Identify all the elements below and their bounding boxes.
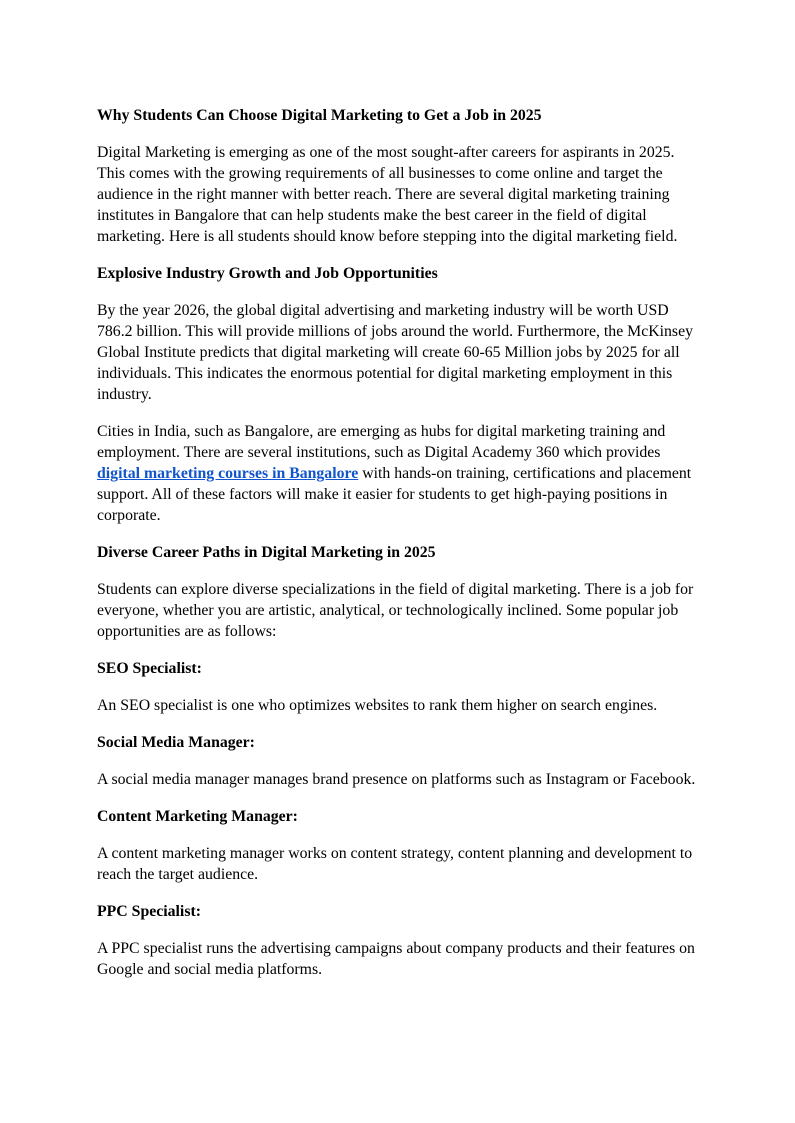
industry-paragraph-2-after-link: with hands-on training, certifications and placement support. All of these factors will make it easier for students to get high-paying positions in corporate. <box>97 465 692 524</box>
industry-paragraph-2 <box>97 421 698 526</box>
document-title: Why Students Can Choose Digital Marketing to Get a Job in 2025 <box>97 107 542 124</box>
role-section-seo-specialist <box>97 658 698 716</box>
heading-career-paths: Diverse Career Paths in Digital Marketing in 2025 <box>97 544 436 561</box>
role-description-ppc-specialist: A PPC specialist runs the advertising campaigns about company products and their features on Google and social media platforms. <box>97 940 695 978</box>
role-title-seo-specialist: SEO Specialist: <box>97 660 202 677</box>
role-description-content-marketing-manager: A content marketing manager works on content strategy, content planning and development to reach the target audience. <box>97 845 693 883</box>
role-title-social-media-manager: Social Media Manager: <box>97 734 255 751</box>
industry-paragraph-1: By the year 2026, the global digital advertising and marketing industry will be worth USD 786.2 billion. This will provide millions of jobs around the world. Furthermore, the McKinsey Global Institute predicts that digital marketing will create 60-65 Million jobs by 2025 for all individuals. This indicates the enormous potential for digital marketing employment in this industry. <box>97 302 693 403</box>
industry-paragraph-2-before-link: Cities in India, such as Bangalore, are emerging as hubs for digital marketing training and employment. There are several institutions, such as Digital Academy 360 which provides <box>97 423 666 461</box>
role-section-ppc-specialist <box>97 901 698 980</box>
role-title-content-marketing-manager: Content Marketing Manager: <box>97 808 298 825</box>
role-section-content-marketing-manager <box>97 806 698 885</box>
role-title-ppc-specialist: PPC Specialist: <box>97 903 201 920</box>
careers-intro-paragraph: Students can explore diverse specializations in the field of digital marketing. There is a job for everyone, whether you are artistic, analytical, or technologically inclined. Some popular job opportunities are as follows: <box>97 581 694 640</box>
role-section-social-media-manager <box>97 732 698 790</box>
digital-marketing-courses-link[interactable]: digital marketing courses in Bangalore <box>97 465 359 482</box>
heading-industry-growth: Explosive Industry Growth and Job Opportunities <box>97 265 438 282</box>
intro-paragraph: Digital Marketing is emerging as one of the most sought-after careers for aspirants in 2025. This comes with the growing requirements of all businesses to come online and target the audience in the right manner with better reach. There are several digital marketing training institutes in Bangalore that can help students make the best career in the field of digital marketing. Here is all students should know before stepping into the digital marketing field. <box>97 144 678 245</box>
role-description-seo-specialist: An SEO specialist is one who optimizes websites to rank them higher on search engines. <box>97 697 658 714</box>
role-description-social-media-manager: A social media manager manages brand presence on platforms such as Instagram or Facebook. <box>97 771 696 788</box>
